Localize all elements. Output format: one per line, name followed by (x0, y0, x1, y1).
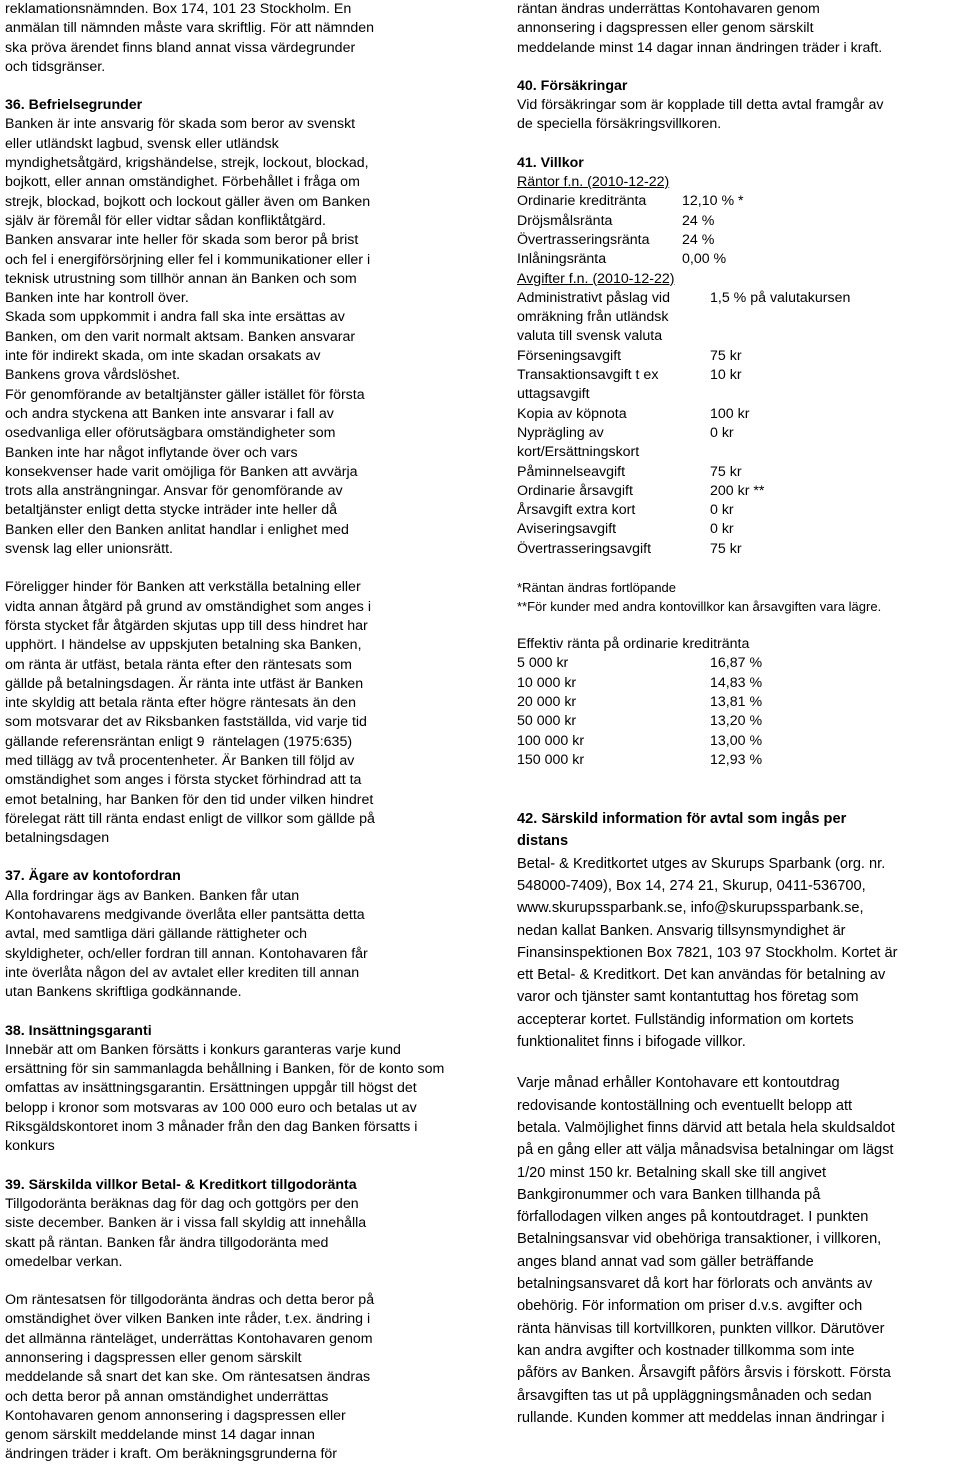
text-line: genom särskilt meddelande minst 14 dagar innan (5, 1427, 315, 1444)
effective-rate-heading: Effektiv ränta på ordinarie kreditränta (517, 636, 750, 653)
text-line: Finansinspektionen Box 7821, 103 97 Stockholm. Kortet är (517, 944, 898, 961)
text-line: Banken ansvarar inte heller för skada som beror på brist (5, 232, 359, 249)
effective-rate-row (517, 693, 762, 712)
section-heading: 39. Särskilda villkor Betal- & Kreditkort tillgodoränta (5, 1176, 357, 1193)
effective-rate-row-rate: 14,83 % (710, 674, 763, 691)
text-line: inte för indirekt skada, om inte skadan orsakats av (5, 348, 321, 365)
fee-row (517, 463, 850, 482)
text-line: upphört. I händelse av uppskjuten betalning ska Banken, (5, 637, 362, 654)
section-heading: 37. Ägare av kontofordran (5, 868, 181, 885)
left-intro (5, 0, 450, 77)
text-line: Betalningsansvar vid obehöriga transaktioner, i villkoren, (517, 1231, 882, 1248)
rate-row (517, 192, 744, 211)
text-line: ränta hänvisas till kortvillkoren, punkten villkor. Därutöver (517, 1320, 885, 1337)
fee-row (517, 540, 850, 559)
text-line: obehörig. För information om priser d.v.s. avgifter och (517, 1298, 863, 1315)
left-column (5, 0, 450, 1465)
text-line: myndighetsåtgärd, krigshändelse, strejk, lockout, blockad, (5, 155, 369, 172)
fee-row-value: 100 kr (710, 405, 750, 422)
text-line: meddelande så snart det kan ske. Om räntesatsen ändras (5, 1369, 371, 1386)
fee-row-value: 0 kr (710, 502, 734, 519)
fee-row-value: 0 kr (710, 424, 734, 441)
text-line: inte skyldig att betala ränta efter högre räntesats än den (5, 695, 356, 712)
fee-row-value: 1,5 % på valutakursen (710, 289, 851, 306)
text-line: För genomförande av betaltjänster gäller istället för första (5, 386, 365, 403)
text-line: svensk lag eller unionsrätt. (5, 541, 173, 558)
effective-rate-row-rate: 13,00 % (710, 732, 763, 749)
section-heading: 38. Insättningsgaranti (5, 1022, 152, 1039)
fee-row-label: Övertrasseringsavgift (517, 540, 652, 557)
text-line: ändringen träder i kraft. Om beräkningsgrunderna för (5, 1446, 338, 1463)
text-line: om ränta är utfäst, betala ränta efter den räntesats som (5, 656, 352, 673)
text-line: annonsering i dagspressen eller genom särskilt (5, 1350, 302, 1366)
effective-rate-row-amount: 5 000 kr (517, 655, 569, 672)
section-heading: 36. Befrielsegrunder (5, 97, 143, 114)
text-line: Banken, om den varit normalt aktsam. Banken ansvarar (5, 328, 356, 345)
fees-table (517, 289, 850, 559)
text-line: inte överlåta någon del av avtalet eller krediten till annan (5, 964, 360, 981)
text-line: Riksgäldskontoret inom 3 månader från den dag Banken försatts i (5, 1119, 418, 1136)
text-line: Kontohavaren genom annonsering i dagspressen eller (5, 1407, 346, 1424)
footnote: **För kunder med andra kontovillkor kan årsavgiften vara lägre. (517, 599, 882, 615)
fee-row-value: 200 kr ** (710, 482, 765, 499)
text-line: trots alla ansträngningar. Ansvar för genomförande av (5, 483, 343, 500)
section-42 (517, 808, 957, 1429)
fee-row (517, 405, 850, 424)
text-line: själv är föremål för eller vidtar sådan konfliktåtgärd. (5, 212, 326, 229)
text-line: och fel i energiförsörjning eller fel i kommunikationer eller i (5, 251, 371, 268)
fee-row (517, 366, 850, 405)
text-line: de speciella försäkringsvillkoren. (517, 116, 722, 133)
fee-row-value: 75 kr (710, 540, 742, 557)
fee-row-label: Aviseringsavgift (517, 521, 617, 538)
section-heading: 40. Försäkringar (517, 77, 628, 94)
rates-table (517, 192, 744, 269)
fee-row (517, 520, 850, 539)
text-line: Kontohavarens medgivande överlåta eller pantsätta detta (5, 907, 365, 924)
effective-rate-row-amount: 20 000 kr (517, 693, 577, 710)
fee-row-value: 10 kr (710, 367, 742, 384)
section-body (5, 578, 450, 848)
fee-row-label: Ordinarie årsavgift (517, 482, 633, 499)
text-line: ersättning för sin sammanlagda behållning i Banken, för de konto som (5, 1061, 445, 1078)
text-line: räntan ändras underrättas Kontohavaren genom (517, 1, 820, 17)
right-column (517, 0, 957, 1429)
rate-row-label: Övertrasseringsränta (517, 231, 650, 248)
section-38 (5, 1022, 450, 1157)
section-body (517, 1072, 957, 1429)
text-line: Föreligger hinder för Banken att verkställa betalning eller (5, 579, 361, 596)
fee-row (517, 501, 850, 520)
section-heading: 42. Särskild information för avtal som ingås per (517, 811, 847, 828)
text-line: siste december. Banken är i vissa fall skyldig att innehålla (5, 1215, 367, 1232)
text-line: årsavgiften tas ut på uppläggningsmånaden och sedan (517, 1387, 872, 1404)
text-line: osedvanliga eller oförutsägbara omständigheter som (5, 425, 336, 442)
text-line: Banken är inte ansvarig för skada som beror av svenskt (5, 116, 356, 133)
text-line: eller utländskt lagbud, svensk eller utländsk (5, 135, 279, 152)
text-line: första stycket får åtgärden skjutas upp till dess hindret har (5, 617, 368, 634)
effective-rate-row (517, 674, 762, 693)
text-line: på en gång eller att välja månadsvisa betalningar om lägst (517, 1142, 894, 1159)
effective-rate-row-amount: 150 000 kr (517, 751, 585, 768)
section-41 (517, 154, 957, 770)
text-line: Vid försäkringar som är kopplade till detta avtal framgår av (517, 97, 884, 114)
rate-row-value: 12,10 % * (682, 193, 744, 210)
fee-row (517, 424, 850, 463)
fee-row-label: Administrativt påslag vid omräkning från utländsk valuta till svensk valuta (517, 289, 670, 345)
text-line: teknisk utrustning som tillhör annan än Banken och som (5, 270, 357, 287)
text-line: meddelande minst 14 dagar innan ändringen träder i kraft. (517, 39, 883, 56)
text-line: omedelbar verkan. (5, 1253, 123, 1270)
effective-rate-row-amount: 100 000 kr (517, 732, 585, 749)
text-line: kan andra avgifter och kostnader tillkomma som inte (517, 1342, 855, 1359)
text-line: skyldigheter, och/eller fordran till annan. Kontohavaren får (5, 945, 368, 962)
text-line: skatt på räntan. Banken får ändra tillgodoränta med (5, 1234, 329, 1251)
section-body (5, 887, 450, 1003)
text-line: omständighet som anges i första stycket förhindrad att ta (5, 772, 362, 789)
text-line: anges bland annat vad som gäller beträffande (517, 1253, 814, 1270)
rate-row-label: Dröjsmålsränta (517, 212, 613, 229)
text-line: redovisande kontoställning och eventuellt belopp att (517, 1097, 853, 1114)
effective-rate-row-amount: 10 000 kr (517, 674, 577, 691)
text-line: Banken inte har kontroll över. (5, 290, 189, 307)
effective-rate-row-rate: 13,20 % (710, 713, 763, 730)
text-line: Varje månad erhåller Kontohavare ett kontoutdrag (517, 1075, 840, 1092)
text-line: Om räntesatsen för tillgodoränta ändras och detta beror på (5, 1292, 375, 1309)
text-line: Betal- & Kreditkortet utges av Skurups Sparbank (org. nr. (517, 855, 886, 872)
text-line: Bankgironummer och vara Banken tillhanda på (517, 1186, 821, 1203)
text-line: betalningsansvaret då kort har förlorats och använts av (517, 1276, 873, 1293)
fee-row (517, 482, 850, 501)
fee-row-label: Årsavgift extra kort (517, 502, 636, 519)
text-line: annonsering i dagspressen eller genom särskilt (517, 20, 814, 37)
text-line: omständighet över vilken Banken inte råder, t.ex. ändring i (5, 1311, 371, 1328)
effective-rate-row (517, 732, 762, 751)
text-line: 548000-7409), Box 14, 274 21, Skurup, 0411-536700, (517, 877, 866, 894)
text-line: avtal, med samtliga däri gällande rättigheter och (5, 926, 308, 943)
effective-rate-row-rate: 12,93 % (710, 751, 763, 768)
section-body (517, 853, 957, 1054)
fee-row-value: 75 kr (710, 463, 742, 480)
rate-row-label: Inlåningsränta (517, 251, 607, 268)
text-line: nedan kallat Banken. Ansvarig tillsynsmyndighet är (517, 922, 846, 939)
text-line: Tillgodoränta beräknas dag för dag och gottgörs per den (5, 1195, 359, 1212)
section-body (5, 1195, 450, 1272)
text-line: Banken eller den Banken anlitat handlar i enlighet med (5, 521, 349, 538)
text-line: belopp i kronor som motsvaras av 100 000 euro och betalas ut av (5, 1099, 417, 1116)
section-39 (5, 1176, 450, 1465)
text-line: gällde på betalningsdagen. Är ränta inte utfäst är Banken (5, 675, 364, 692)
fee-row (517, 347, 850, 366)
fee-row (517, 289, 850, 347)
text-line: konkurs (5, 1138, 55, 1155)
section-heading: 41. Villkor (517, 154, 584, 171)
effective-rate-table (517, 654, 762, 770)
effective-rate-row (517, 712, 762, 731)
fee-row-label: Förseningsavgift (517, 347, 622, 364)
fee-row-label: Kopia av köpnota (517, 405, 627, 422)
text-line: vidta annan åtgärd på grund av omständighet som anges i (5, 598, 371, 615)
text-line: och detta beror på annan omständighet underrättas (5, 1388, 329, 1405)
text-line: 1/20 minst 150 kr. Betalning skall ske till angivet (517, 1164, 827, 1181)
text-line: anmälan till nämnden måste vara skriftlig. För att nämnden (5, 20, 375, 37)
text-line: www.skurupssparbank.se, info@skurupssparbank.se, (517, 900, 864, 917)
text-line: Skada som uppkommit i andra fall ska inte ersättas av (5, 309, 345, 326)
text-line: Innebär att om Banken försätts i konkurs garanteras varje kund (5, 1041, 401, 1058)
text-line: bojkott, eller annan omständighet. Förbehållet i fråga om (5, 174, 360, 191)
effective-rate-row (517, 654, 762, 673)
text-line: konsekvenser hade varit omöjliga för Banken att avvärja (5, 463, 358, 480)
text-line: och andra styckena att Banken inte ansvarar i fall av (5, 405, 334, 422)
text-line: påförs av Banken. Årsavgift påförs årsvis i förskott. Första (517, 1365, 891, 1382)
text-line: ska pröva ärendet finns bland annat vissa värdegrunder (5, 39, 356, 56)
text-line: emot betalning, har Banken för den tid under vilken hindret (5, 791, 374, 808)
rates-heading: Räntor f.n. (2010-12-22) (517, 174, 670, 191)
fee-row-label: Nyprägling av kort/Ersättningskort (517, 424, 640, 461)
section-37 (5, 867, 450, 1002)
rate-row-value: 24 % (682, 231, 715, 248)
rate-row-value: 24 % (682, 212, 715, 229)
right-intro (517, 0, 957, 58)
section-40 (517, 77, 957, 135)
text-line: Bankens grova vårdslöshet. (5, 367, 181, 384)
effective-rate-row-rate: 13,81 % (710, 693, 763, 710)
text-line: utan Bankens skriftliga godkännande. (5, 984, 242, 1001)
text-line: funktionalitet finns i bifogade villkor. (517, 1034, 746, 1051)
text-line: ett Betal- & Kreditkort. Det kan användas för betalning av (517, 967, 886, 984)
section-body (5, 1041, 450, 1157)
rate-row-label: Ordinarie kreditränta (517, 193, 647, 210)
effective-rate-row-amount: 50 000 kr (517, 713, 577, 730)
fee-row-label: Transaktionsavgift t ex uttagsavgift (517, 367, 659, 403)
section-heading: distans (517, 833, 569, 850)
text-line: förelegat rätt till ränta endast enligt de villkor som gällde på (5, 810, 375, 827)
section-36 (5, 96, 450, 848)
rate-row-value: 0,00 % (682, 251, 727, 268)
text-line: som motsvarar det av Riksbanken fastställda, vid varje tid (5, 714, 367, 731)
rate-row (517, 212, 744, 231)
text-line: förfallodagen vilken anges på kontoutdraget. I punkten (517, 1209, 869, 1226)
fee-row-value: 75 kr (710, 347, 742, 364)
text-line: reklamationsnämnden. Box 174, 101 23 Stockholm. En (5, 1, 352, 17)
text-line: omfattas av insättningsgarantin. Ersättningen uppgår till högst det (5, 1080, 417, 1097)
text-line: Banken inte har något inflytande över och vars (5, 444, 298, 461)
fee-row-value: 0 kr (710, 521, 734, 538)
rate-row (517, 231, 744, 250)
fees-heading: Avgifter f.n. (2010-12-22) (517, 270, 675, 287)
section-body (5, 115, 450, 559)
text-line: betala. Valmöjlighet finns därvid att betala hela skuldsaldot (517, 1119, 895, 1136)
fee-row-label: Påminnelseavgift (517, 463, 626, 480)
text-line: betaltjänster enligt detta stycke inträder inte heller då (5, 502, 338, 519)
text-line: Alla fordringar ägs av Banken. Banken får utan (5, 887, 300, 904)
text-line: med tillägg av två procentenheter. Är Banken till följd av (5, 752, 355, 769)
rate-row (517, 250, 744, 269)
text-line: accepterar kortet. Fullständig information om kortets (517, 1011, 854, 1028)
text-line: och tidsgränser. (5, 58, 106, 75)
effective-rate-row-rate: 16,87 % (710, 655, 763, 672)
text-line: betalningsdagen (5, 830, 110, 847)
text-line: strejk, blockad, bojkott och lockout gäller även om Banken (5, 193, 371, 210)
section-body (5, 1291, 450, 1465)
text-line: gällande referensräntan enligt 9 räntelagen (1975:635) (5, 733, 353, 750)
effective-rate-row (517, 751, 762, 770)
text-line: det allmänna ränteläget, underrättas Kontohavaren genom (5, 1330, 373, 1347)
text-line: varor och tjänster samt kontantuttag hos företag som (517, 989, 859, 1006)
footnote: *Räntan ändras fortlöpande (517, 580, 677, 596)
text-line: rullande. Kunden kommer att meddelas innan ändringar i (517, 1409, 885, 1426)
